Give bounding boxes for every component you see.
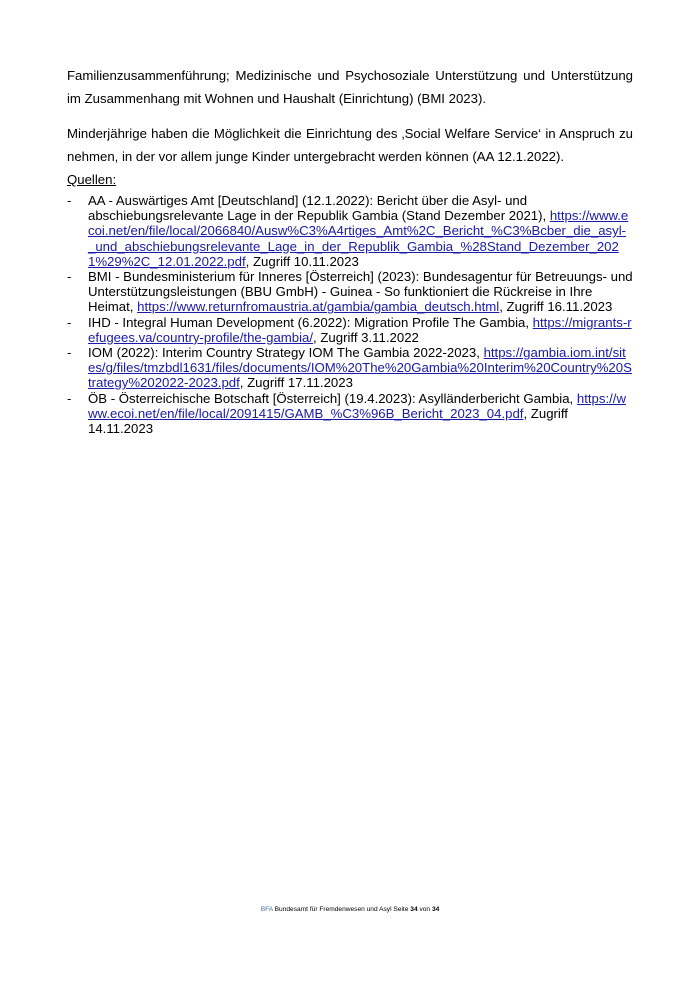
source-link[interactable]: https://www.ecoi.net/en/file/local/2091415/GAMB_%C3%96B_Bericht_2023_04.pdf <box>88 390 626 421</box>
source-access-date: , Zugriff 14.11.2023 <box>88 405 568 437</box>
footer-of-word: von <box>419 906 431 913</box>
sources-heading: Quellen: <box>67 172 117 187</box>
footer-org-name: Bundesamt für Fremdenwesen und Asyl <box>274 906 392 913</box>
list-dash: - <box>67 390 72 406</box>
bfa-logo: BFA <box>260 906 273 913</box>
source-item-bmi <box>67 269 633 315</box>
footer-page-word: Seite <box>393 906 409 913</box>
source-link[interactable]: https://www.ecoi.net/en/file/local/2066840/Ausw%C3%A4rtiges_Amt%2C_Bericht_%C3%Bcber_die_asyl-_und_abschiebungsrelevante_Lage_in_der_Republik_Gambia_%28Stand_Dezember_2021%29%2C_12.01.2022.pdf <box>88 208 629 269</box>
body-paragraph-2: Minderjährige haben die Möglichkeit die Einrichtung des ‚Social Welfare Service‘ in Anspruch zu nehmen, in der vor allem junge Kinder untergebracht werden können (AA 12.1.2022). <box>67 126 633 164</box>
list-dash: - <box>67 314 72 330</box>
source-text: IHD - Integral Human Development (6.2022): Migration Profile The Gambia, <box>88 314 533 330</box>
list-dash: - <box>67 193 72 208</box>
source-item-aa <box>67 193 633 269</box>
source-link[interactable]: https://migrants-refugees.va/country-profile/the-gambia/ <box>88 314 632 345</box>
list-dash: - <box>67 345 72 361</box>
source-link[interactable]: https://www.returnfromaustria.at/gambia/gambia_deutsch.html <box>137 299 500 315</box>
list-dash: - <box>67 269 72 285</box>
source-item-iom <box>67 345 633 391</box>
source-access-date: , Zugriff 17.11.2023 <box>239 375 353 391</box>
body-paragraph-1: Familienzusammenführung; Medizinische und Psychosoziale Unterstützung und Unterstützung im Zusammenhang mit Wohnen und Haushalt (Einrichtung) (BMI 2023). <box>67 68 633 106</box>
source-link[interactable]: https://gambia.iom.int/sites/g/files/tmzbdl1631/files/documents/IOM%20The%20Gambia%20Interim%20Country%20Strategy%202022-2023.pdf <box>88 345 632 391</box>
source-text: IOM (2022): Interim Country Strategy IOM The Gambia 2022-2023, <box>88 345 484 361</box>
source-text: BMI - Bundesministerium für Inneres [Österreich] (2023): Bundesagentur für Betreuungs- und Unterstützungsleistungen (BBU GmbH) - Guinea - So funktioniert die Rückreise in Ihre Heimat, <box>88 269 633 315</box>
source-text: ÖB - Österreichische Botschaft [Österreich] (19.4.2023): Asylländerbericht Gambia, <box>88 390 577 406</box>
page-footer <box>0 905 700 915</box>
sources-list <box>67 193 633 436</box>
source-item-oeb <box>67 391 633 437</box>
source-access-date: , Zugriff 16.11.2023 <box>499 299 613 315</box>
source-item-ihd <box>67 315 633 345</box>
footer-page-current: 34 <box>410 906 418 913</box>
footer-page-total: 34 <box>431 906 440 913</box>
source-access-date: , Zugriff 3.11.2022 <box>313 329 419 345</box>
source-access-date: , Zugriff 10.11.2023 <box>245 253 359 269</box>
source-text: AA - Auswärtiges Amt [Deutschland] (12.1.2022): Bericht über die Asyl- und abschiebungsrelevante Lage in der Republik Gambia (Stand Dezember 2021), <box>88 193 550 224</box>
